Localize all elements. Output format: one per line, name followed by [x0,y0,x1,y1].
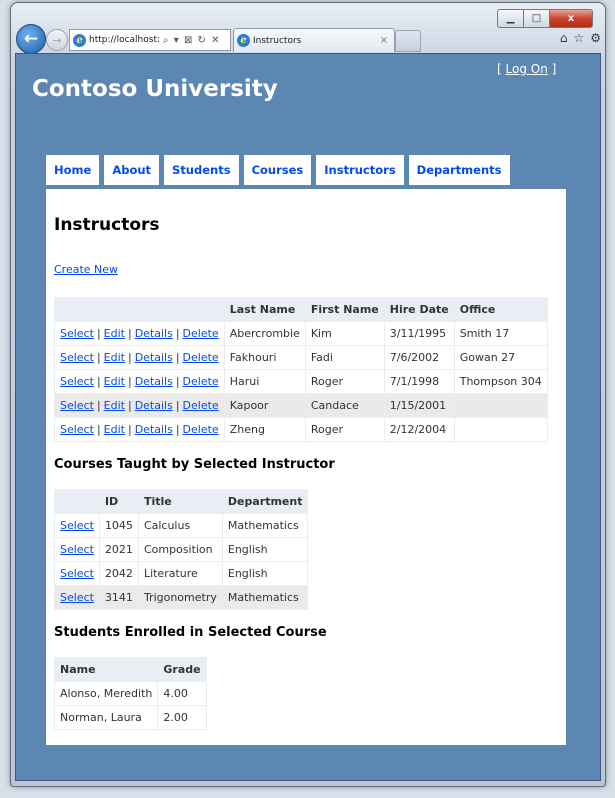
header-first-name: First Name [305,298,384,322]
table-row [55,418,548,442]
tab-close-icon[interactable]: × [379,35,388,46]
details-link[interactable]: Details [134,399,173,412]
maximize-button[interactable]: □ [524,9,549,28]
first-name-cell: Fadi [305,346,384,370]
close-button[interactable]: x [549,9,593,28]
course-title-cell: Trigonometry [138,586,222,610]
select-cell [55,562,100,586]
menu-courses[interactable]: Courses [244,155,312,185]
hire-date-cell: 2/12/2004 [384,418,454,442]
header-last-name: Last Name [224,298,305,322]
student-grade-cell: 2.00 [158,706,206,730]
forward-arrow-icon[interactable]: → [46,29,68,51]
row-actions [55,322,225,346]
action-separator: | [127,375,132,388]
header-office: Office [454,298,547,322]
select-link[interactable]: Select [60,543,94,556]
details-link[interactable]: Details [134,423,173,436]
table-row [55,586,308,610]
home-icon[interactable]: ⌂ [559,31,568,45]
ie-page-icon: e [73,34,86,47]
hire-date-cell: 7/1/1998 [384,370,454,394]
delete-link[interactable]: Delete [182,423,219,436]
edit-link[interactable]: Edit [103,351,125,364]
action-separator: | [175,423,180,436]
office-cell: Smith 17 [454,322,547,346]
action-separator: | [96,423,101,436]
select-link[interactable]: Select [60,423,94,436]
create-new-link[interactable]: Create New [54,263,119,276]
header-name: Name [55,658,158,682]
select-link[interactable]: Select [60,375,94,388]
main-content [46,189,566,745]
menu-departments[interactable]: Departments [409,155,510,185]
action-separator: | [96,351,101,364]
action-separator: | [96,399,101,412]
course-department-cell: Mathematics [222,514,308,538]
menu-about[interactable]: About [104,155,159,185]
select-link[interactable]: Select [60,327,94,340]
course-title-cell: Literature [138,562,222,586]
first-name-cell: Roger [305,418,384,442]
instructors-table [54,297,548,442]
row-actions [55,370,225,394]
last-name-cell: Fakhouri [224,346,305,370]
office-cell: Thompson 304 [454,370,547,394]
first-name-cell: Roger [305,370,384,394]
header-department: Department [222,490,308,514]
table-row [55,370,548,394]
page-title: Instructors [54,215,160,235]
delete-link[interactable]: Delete [182,375,219,388]
window-controls [497,9,593,28]
courses-header-row [55,490,308,514]
address-url[interactable]: http://localhost: [89,35,161,45]
table-row [55,538,308,562]
student-grade-cell: 4.00 [158,682,206,706]
browser-tab-instructors[interactable] [233,28,395,52]
hire-date-cell: 7/6/2002 [384,346,454,370]
header-grade: Grade [158,658,206,682]
student-name-cell: Norman, Laura [55,706,158,730]
last-name-cell: Kapoor [224,394,305,418]
office-cell: Gowan 27 [454,346,547,370]
header-hire-date: Hire Date [384,298,454,322]
student-name-cell: Alonso, Meredith [55,682,158,706]
select-link[interactable]: Select [60,351,94,364]
hire-date-cell: 3/11/1995 [384,322,454,346]
action-separator: | [127,399,132,412]
table-row [55,706,207,730]
office-cell [454,418,547,442]
table-row [55,514,308,538]
instructors-header-row [55,298,548,322]
details-link[interactable]: Details [134,351,173,364]
minimize-button[interactable]: ▁ [497,9,524,28]
row-actions [55,418,225,442]
menu-home[interactable]: Home [46,155,99,185]
logon-bracket-open: [ [497,62,506,76]
courses-heading: Courses Taught by Selected Instructor [54,457,335,472]
course-department-cell: Mathematics [222,586,308,610]
course-title-cell: Calculus [138,514,222,538]
table-row [55,322,548,346]
action-separator: | [96,375,101,388]
logon-bracket-close: ] [547,62,557,76]
delete-link[interactable]: Delete [182,351,219,364]
courses-table [54,489,308,610]
select-link[interactable]: Select [60,399,94,412]
action-separator: | [175,375,180,388]
main-menu [46,155,510,185]
back-arrow-icon[interactable]: ← [16,24,46,54]
course-id-cell: 2021 [99,538,138,562]
last-name-cell: Harui [224,370,305,394]
last-name-cell: Abercrombie [224,322,305,346]
students-table [54,657,207,730]
action-separator: | [127,327,132,340]
table-row [55,394,548,418]
select-cell [55,586,100,610]
table-row [55,562,308,586]
header-select [55,490,100,514]
edit-link[interactable]: Edit [103,375,125,388]
menu-students[interactable]: Students [164,155,239,185]
row-actions [55,346,225,370]
table-row [55,346,548,370]
first-name-cell: Candace [305,394,384,418]
select-link[interactable]: Select [60,519,94,532]
delete-link[interactable]: Delete [182,327,219,340]
address-tools-icons[interactable]: ⌕ ▾ ⊠ ↻ ✕ [163,34,221,46]
action-separator: | [127,423,132,436]
action-separator: | [175,399,180,412]
menu-instructors[interactable]: Instructors [316,155,403,185]
new-tab-button[interactable] [395,30,421,52]
address-bar[interactable] [69,29,231,51]
select-cell [55,514,100,538]
tools-gear-icon[interactable]: ⚙ [590,31,601,45]
action-separator: | [96,327,101,340]
select-cell [55,538,100,562]
students-heading: Students Enrolled in Selected Course [54,625,327,640]
edit-link[interactable]: Edit [103,423,125,436]
action-separator: | [175,327,180,340]
header-title: Title [138,490,222,514]
students-header-row [55,658,207,682]
select-link[interactable]: Select [60,567,94,580]
header-actions [55,298,225,322]
browser-toolbar-icons [560,31,601,45]
course-id-cell: 2042 [99,562,138,586]
office-cell [454,394,547,418]
course-title-cell: Composition [138,538,222,562]
action-separator: | [175,351,180,364]
ie-tab-icon: e [237,34,250,47]
header-id: ID [99,490,138,514]
course-department-cell: English [222,562,308,586]
first-name-cell: Kim [305,322,384,346]
delete-link[interactable]: Delete [182,399,219,412]
select-link[interactable]: Select [60,591,94,604]
row-actions [55,394,225,418]
hire-date-cell: 1/15/2001 [384,394,454,418]
edit-link[interactable]: Edit [103,399,125,412]
logon-link[interactable]: Log On [505,62,548,76]
tab-title: Instructors [253,35,302,46]
table-row [55,682,207,706]
logon-area [497,62,556,76]
last-name-cell: Zheng [224,418,305,442]
course-id-cell: 1045 [99,514,138,538]
course-department-cell: English [222,538,308,562]
edit-link[interactable]: Edit [103,327,125,340]
site-title: Contoso University [32,76,278,102]
details-link[interactable]: Details [134,327,173,340]
action-separator: | [127,351,132,364]
course-id-cell: 3141 [99,586,138,610]
favorites-star-icon[interactable]: ☆ [573,31,585,45]
details-link[interactable]: Details [134,375,173,388]
